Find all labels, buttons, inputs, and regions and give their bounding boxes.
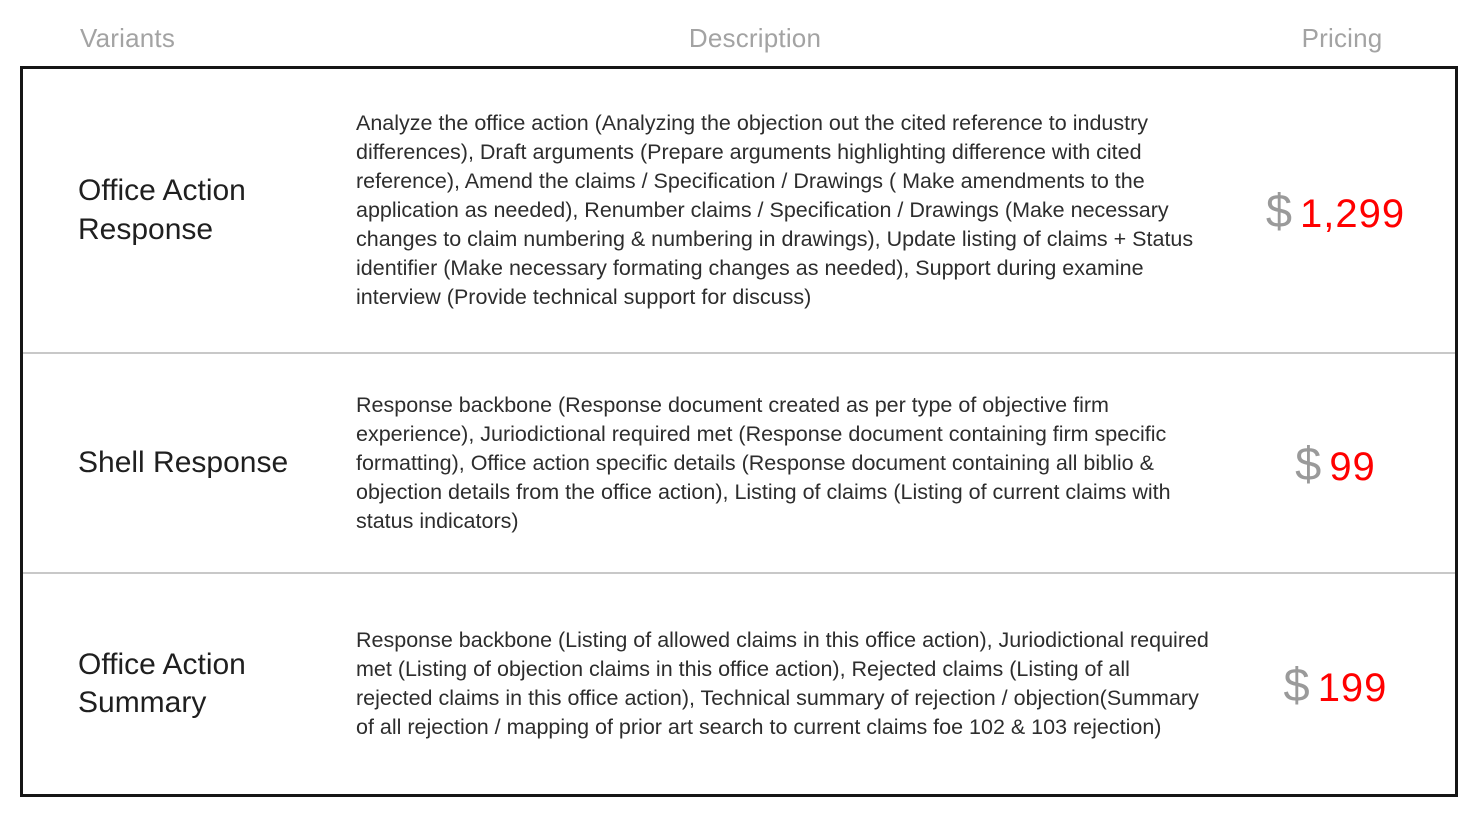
column-header-pricing: Pricing: [1301, 23, 1383, 53]
price-value: 1,299: [1300, 192, 1406, 236]
dollar-sign: $: [1283, 657, 1310, 711]
price-cell: [1216, 657, 1455, 712]
price-value: 99: [1329, 444, 1376, 489]
table-header: [0, 0, 1477, 66]
variant-description: Response backbone (Listing of allowed claims in this office action), Juriodictional required met (Listing of objection claims in this office action), Rejected claims (Listing of all rejected claims in this office action), Technical summary of rejection / objection(Summary of all rejection / mapping of prior art search to current claims foe 102 & 103 rejection): [356, 628, 1209, 739]
dollar-sign: $: [1265, 184, 1293, 237]
variant-name: Office Action Summary: [78, 647, 246, 719]
variant-name: Office Action Response: [78, 174, 246, 246]
pricing-table: [20, 66, 1458, 797]
price-value: 199: [1317, 665, 1388, 710]
dollar-sign: $: [1295, 436, 1322, 490]
table-row-office-action-summary: [23, 574, 1455, 794]
price-cell: [1216, 183, 1455, 238]
variant-description: Response backbone (Response document created as per type of objective firm experience), Juriodictional required met (Response document containing firm specific formatting), Office action specific details (Response document containing all biblio & objection details from the office action), Listing of claims (Listing of current claims with status indicators): [356, 392, 1171, 533]
table-row-office-action-response: [23, 69, 1455, 352]
column-header-variants: Variants: [80, 23, 176, 53]
column-header-description: Description: [688, 23, 822, 53]
table-row-shell-response: [23, 354, 1455, 572]
variant-name: Shell Response: [78, 445, 289, 479]
price-cell: [1216, 436, 1455, 491]
variant-description: Analyze the office action (Analyzing the objection out the cited reference to industry differences), Draft arguments (Prepare arguments highlighting difference with cited reference), Amend the claims / Specification / Drawings ( Make amendments to the application as needed), Renumber claims / Specification / Drawings (Make necessary changes to claim numbering & numbering in drawings), Update listing of claims + Status identifier (Make necessary formating changes as needed), Support during examine interview (Provide technical support for discuss): [356, 111, 1194, 309]
